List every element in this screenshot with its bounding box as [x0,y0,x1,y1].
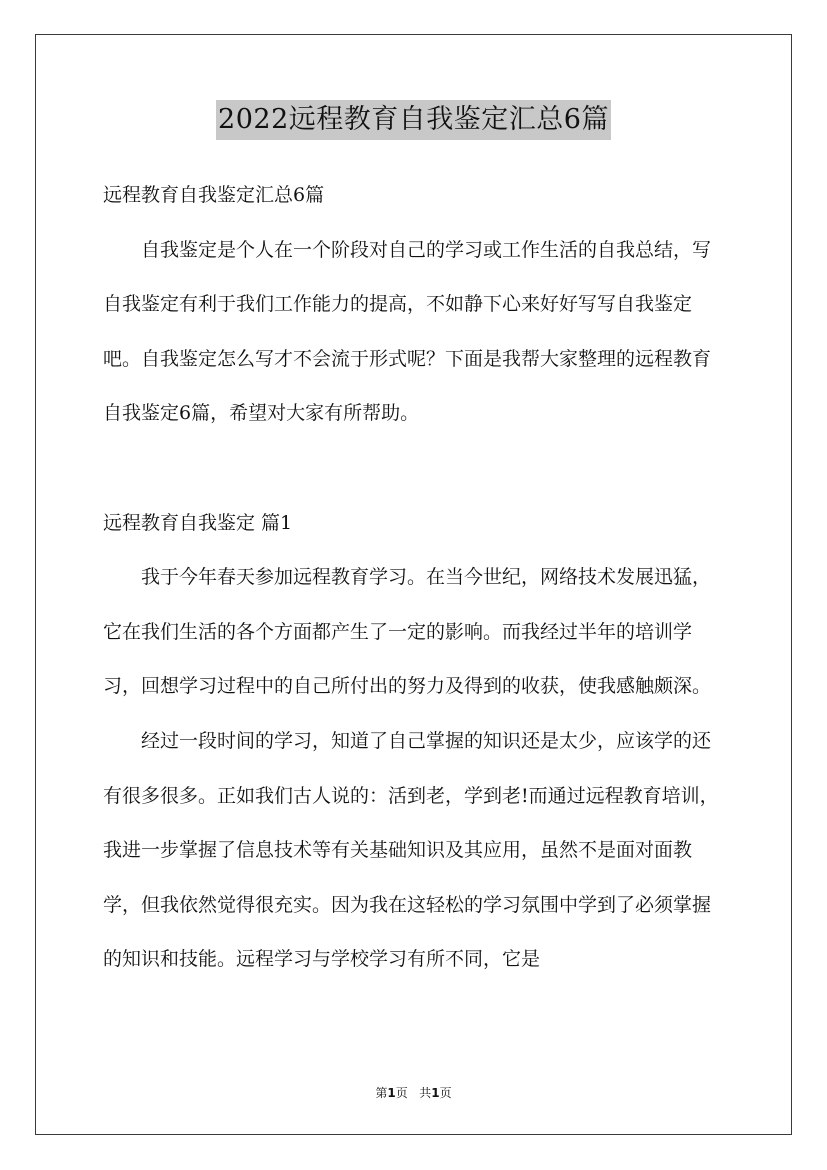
paragraph-spacer [103,441,727,496]
page-label-prefix: 第 [375,1086,388,1100]
title-container [0,100,827,140]
section-heading: 远程教育自我鉴定 篇1 [103,511,293,534]
intro-paragraph: 自我鉴定是个人在一个阶段对自己的学习或工作生活的自我总结，写自我鉴定有利于我们工作能力的提高，不如静下心来好好写写自我鉴定吧。自我鉴定怎么写才不会流于形式呢？下面是我帮大家整理的远程教育自我鉴定6篇，希望对大家有所帮助。 [103,238,712,425]
document-title: 2022远程教育自我鉴定汇总6篇 [216,100,611,140]
page-label-suffix: 页 [395,1086,408,1100]
document-subtitle: 远程教育自我鉴定汇总6篇 [103,184,325,206]
current-page-number: 1 [387,1086,396,1100]
total-label-suffix: 页 [439,1086,452,1100]
total-pages-number: 1 [431,1086,440,1100]
page-footer [0,1084,827,1102]
document-body [103,168,727,987]
total-label-prefix: 共 [419,1086,432,1100]
body-paragraph: 我于今年春天参加远程教育学习。在当今世纪，网络技术发展迅猛，它在我们生活的各个方面都产生了一定的影响。而我经过半年的培训学习，回想学习过程中的自己所付出的努力及得到的收获，使我感触颇深。 [103,566,712,698]
body-paragraph: 经过一段时间的学习，知道了自己掌握的知识还是太少，应该学的还有很多很多。正如我们古人说的：活到老，学到老!而通过远程教育培训，我进一步掌握了信息技术等有关基础知识及其应用，虽然不是面对面教学，但我依然觉得很充实。因为我在这轻松的学习氛围中学到了必须掌握的知识和技能。远程学习与学校学习有所不同，它是 [103,729,719,971]
